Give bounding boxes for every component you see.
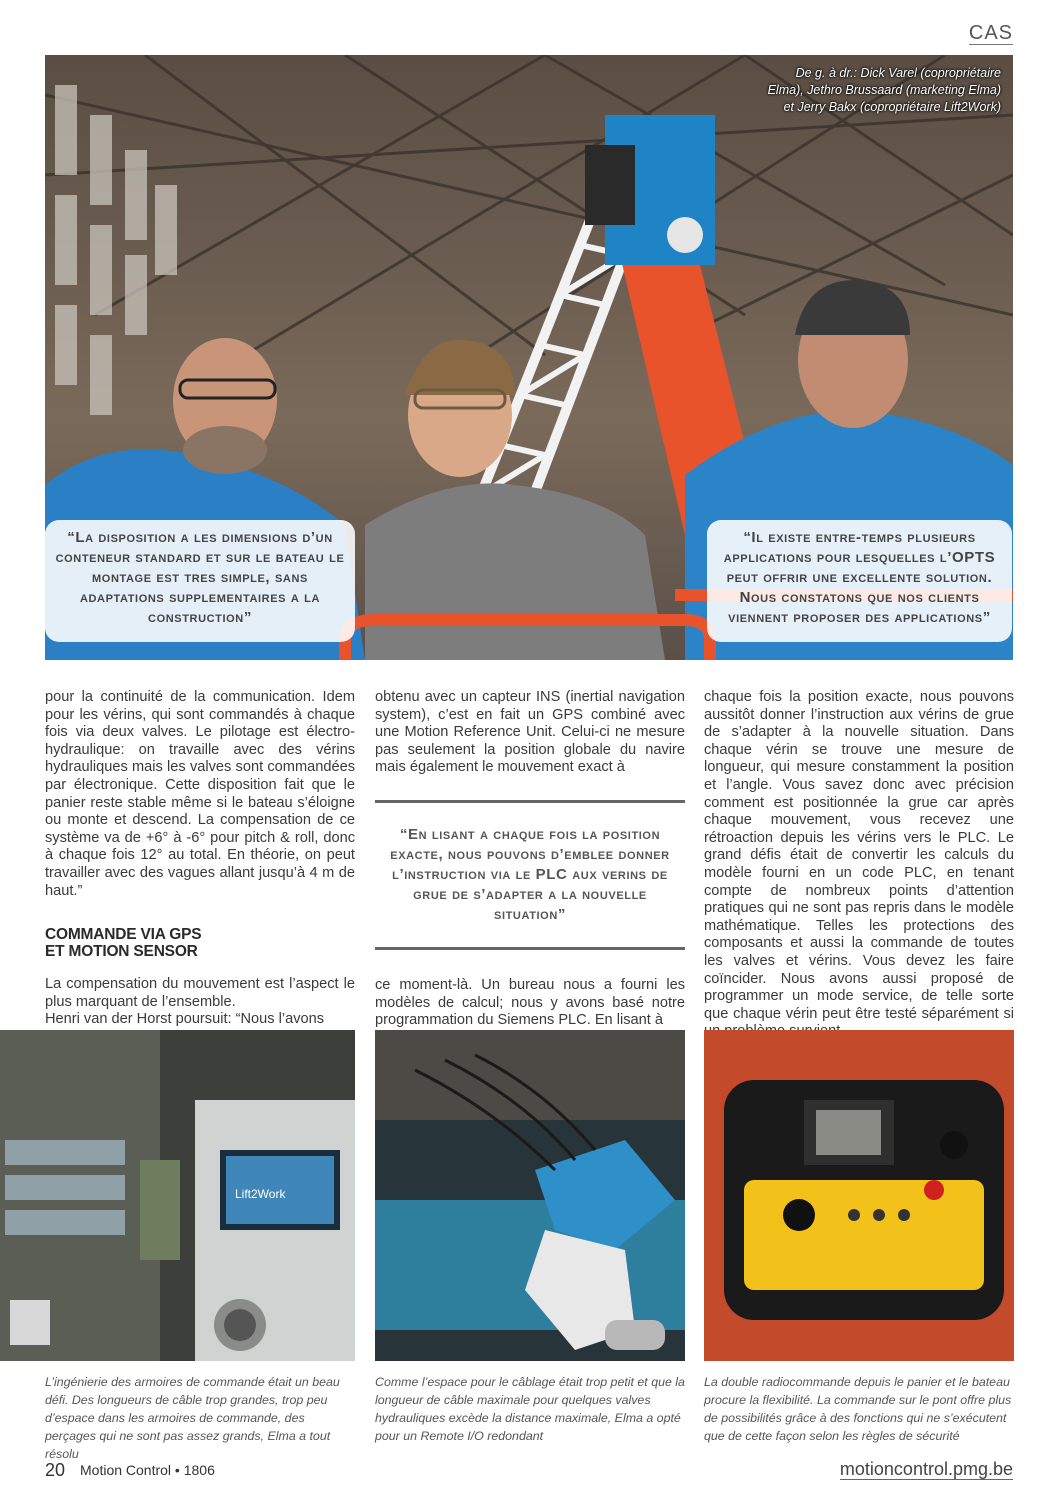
article-column-1 (45, 689, 355, 1029)
pull-quote (375, 800, 685, 950)
photo-crane-head (375, 1030, 685, 1361)
article-column-2 (375, 689, 685, 777)
pull-quote-text: “En lisant a chaque fois la position exacte, nous pouvons d’emblee donner l’instruction via le PLC aux verins de grue de s’adapter a la nouvelle situation” (390, 826, 670, 923)
subheading-line-2: ET MOTION SENSOR (45, 943, 198, 961)
hero-photo (45, 55, 1013, 660)
quote-left: “La disposition a les dimensions d’un conteneur standard et sur le bateau le montage est tres simple, sans adaptations supplementaires a la construction” (45, 520, 355, 642)
paragraph: obtenu avec un capteur INS (inertial navigation system), c’est en fait un GPS combiné avec une Motion Reference Unit. Celui-ci ne mesure pas seulement la position globale du navire mais également le mouvement exact à (375, 689, 685, 776)
subheading (45, 926, 355, 960)
publication-name: Motion Control • 1806 (80, 1462, 215, 1478)
photo-control-cabinet (0, 1030, 355, 1361)
page-number: 20 (45, 1460, 66, 1480)
article-column-3 (704, 689, 1014, 1041)
radio-control-illustration (704, 1030, 1014, 1361)
photo-radio-control (704, 1030, 1014, 1361)
paragraph: ce moment-là. Un bureau nous a fourni les modèles de calcul; nous y avons basé notre programmation du Siemens PLC. En lisant à (375, 977, 685, 1029)
website-link[interactable]: motioncontrol.pmg.be (839, 1459, 1013, 1479)
section-label: CAS (968, 22, 1013, 44)
article-column-2-continued (375, 977, 685, 1030)
crane-head-illustration (375, 1030, 685, 1361)
subheading-line-1: COMMANDE VIA GPS (45, 926, 202, 944)
screen-text: Lift2Work (235, 1187, 286, 1201)
paragraph: pour la continuité de la communication. Idem pour les vérins, qui sont commandés à chaque fois via deux valves. Le pilotage est électro-hydraulique: on travaille avec des vérins hydrauliques mais les valves sont commandées par électronique. Cette disposition fait que le panier reste stable même si le bateau s’éloigne ou monte et descend. La compensation de ce système va de +6° à -6° pour pitch & roll, donc à chaque fois 12° au total. En théorie, on peut travailler avec des vagues allant jusqu’à 4 m de haut.” (45, 689, 355, 899)
paragraph: Henri van der Horst poursuit: “Nous l’avons (45, 1011, 325, 1028)
paragraph: La compensation du mouvement est l’aspect le plus marquant de l’ensemble. (45, 976, 355, 1010)
caption-photo-1: L’ingénierie des armoires de commande était un beau défi. Des longueurs de câble trop grandes, trop peu d’espace dans les armoires de commande, des perçages qui ne sont pas assez grands, Elma a tout résolu (45, 1375, 340, 1461)
caption-photo-3: La double radiocommande depuis le panier et le bateau procure la flexibilité. La commande sur le pont offre plus de possibilités grâce à des fonctions qui ne s’exécutent que de cette façon selon les règles de sécurité (704, 1375, 1012, 1443)
control-cabinet-illustration (0, 1030, 355, 1361)
hero-caption: De g. à dr.: Dick Varel (copropriétaire Elma), Jethro Brussaard (marketing Elma) et Jerry Bakx (copropriétaire Lift2Work) (767, 66, 1001, 114)
quote-right: “Il existe entre-temps plusieurs applications pour lesquelles l’OPTS peut offrir une excellente solution. Nous constatons que nos clients viennent proposer des applications” (707, 520, 1012, 642)
caption-photo-2: Comme l’espace pour le câblage était trop petit et que la longueur de câble maximale pour quelques valves hydrauliques excède la distance maximale, Elma a opté pour un Remote I/O redondant (375, 1375, 685, 1443)
paragraph: chaque fois la position exacte, nous pouvons aussitôt donner l’instruction aux vérins de grue de s’adapter à la nouvelle situation. Dans chaque vérin se trouve une mesure de longueur, qui mesure constamment la position et l’angle. Vous savez donc avec précision comment est positionnée la grue car après chaque mouvement, vous recevez une rétroaction depuis les vérins vers le PLC. Le grand défis était de convertir les calculs du modèle fourni en un code PLC, en tenant compte de nombreux points d’attention pratiques qui ne sont pas repris dans le modèle mathématique. Telles les protections des composants et aussi la commande de toutes les valves et vérins. Vous devez les faire coïncider. Nous avons aussi proposé de programmer un mode service, de telle sorte que chaque vérin peut être testé séparément si (704, 689, 1014, 1022)
